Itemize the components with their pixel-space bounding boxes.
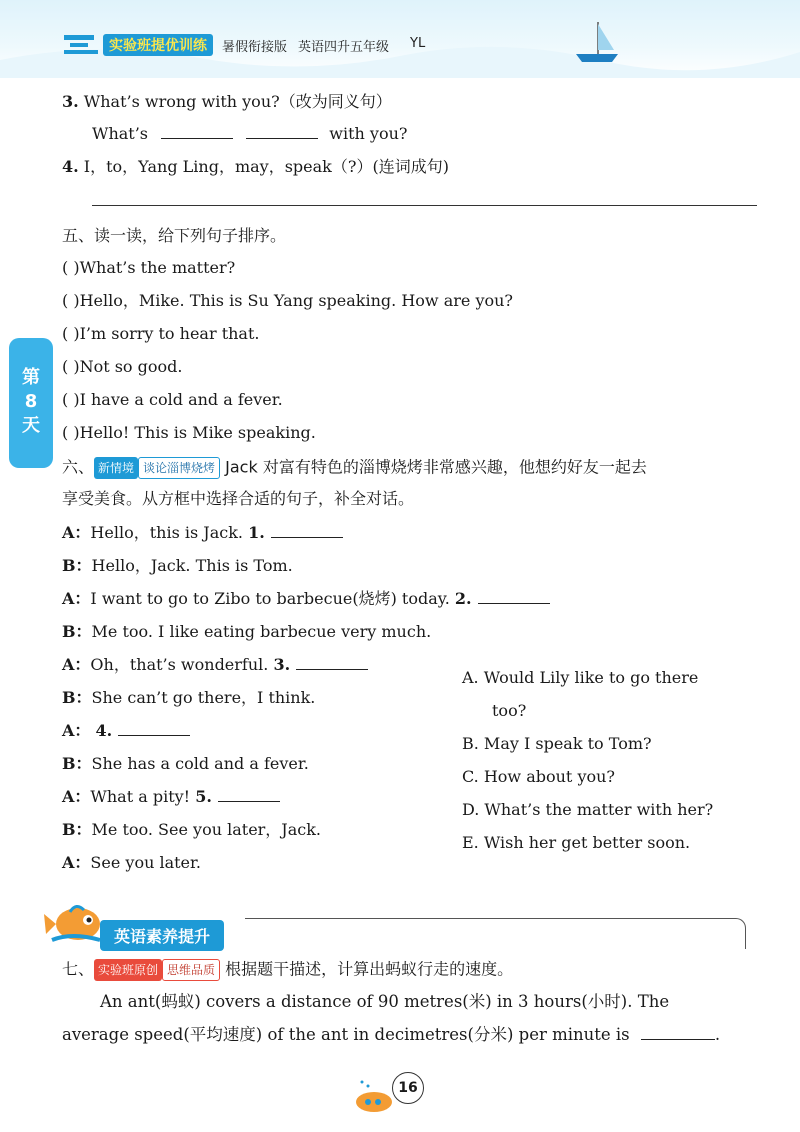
blank-number: 5. xyxy=(195,787,212,806)
speed-answer-blank[interactable] xyxy=(641,1025,715,1040)
q4-text: I，to，Yang Ling，may，speak（?）(连词成句) xyxy=(83,157,449,176)
q3-blank-2[interactable] xyxy=(246,124,318,139)
sort-item[interactable]: ( )Hello! This is Mike speaking. xyxy=(62,423,316,442)
dialogue-text: Hello，this is Jack. xyxy=(90,523,243,542)
fish-mascot-icon xyxy=(42,888,106,952)
side-tab-char-2: 8 xyxy=(24,391,38,412)
answer-blank-3[interactable] xyxy=(296,655,368,670)
answer-blank-2[interactable] xyxy=(478,589,550,604)
blank-number: 2. xyxy=(454,589,472,608)
dialogue-text: Oh，that’s wonderful. xyxy=(90,655,269,674)
blank-number: 3. xyxy=(273,655,291,674)
option-e: E. Wish her get better soon. xyxy=(462,833,691,852)
section-7-period: . xyxy=(714,1025,721,1044)
speaker-label: A： xyxy=(62,655,91,674)
banner-frame-line xyxy=(245,918,746,949)
answer-blank-1[interactable] xyxy=(271,523,343,538)
q4-number: 4. xyxy=(62,157,79,176)
dialogue-line xyxy=(62,721,190,741)
dialogue-line xyxy=(62,820,321,840)
page-number: 16 xyxy=(392,1072,424,1104)
dialogue-text: What a pity! xyxy=(90,787,191,806)
submarine-icon xyxy=(352,1076,398,1116)
section-6-intro-1: Jack 对富有特色的淄博烧烤非常感兴趣，他想约好友一起去 xyxy=(225,457,647,477)
q3-text: What’s wrong with you?（改为同义句） xyxy=(83,92,392,111)
section-7-instruction: 根据题干描述，计算出蚂蚁行走的速度。 xyxy=(225,959,514,979)
dialogue-text: Me too. See you later，Jack. xyxy=(91,820,322,839)
sort-item[interactable]: ( )Hello，Mike. This is Su Yang speaking. How are you? xyxy=(62,291,514,310)
dialogue-line xyxy=(62,754,309,774)
q4-answer-line[interactable] xyxy=(92,205,757,206)
dialogue-text: Hello，Jack. This is Tom. xyxy=(91,556,293,575)
dialogue-line xyxy=(62,622,431,642)
speaker-label: A： xyxy=(62,589,91,608)
speaker-label: B： xyxy=(62,820,92,839)
page-header xyxy=(0,0,800,78)
dialogue-text: Me too. I like eating barbecue very much. xyxy=(91,622,432,641)
dialogue-text: She has a cold and a fever. xyxy=(91,754,309,773)
sort-item[interactable]: ( )What’s the matter? xyxy=(62,258,236,277)
logo-icon xyxy=(64,33,100,55)
question-4 xyxy=(62,157,449,177)
speaker-label: B： xyxy=(62,556,92,575)
boat-icon xyxy=(572,20,622,66)
section-7-line-1: An ant(蚂蚁) covers a distance of 90 metres(米) in 3 hours(小时). The xyxy=(100,992,670,1011)
option-d: D. What’s the matter with her? xyxy=(462,800,714,819)
blank-number: 4. xyxy=(95,721,113,740)
dialogue-line xyxy=(62,787,280,807)
q3-line2-start: What’s xyxy=(92,124,149,143)
speaker-label: B： xyxy=(62,688,92,707)
section-banner: 英语素养提升 xyxy=(100,920,224,951)
edition-label: 暑假衔接版 xyxy=(222,40,288,55)
dialogue-line xyxy=(62,655,368,675)
q3-number: 3. xyxy=(62,92,79,111)
question-3-answer-line xyxy=(92,124,407,144)
q3-blank-1[interactable] xyxy=(161,124,233,139)
original-tag: 实验班原创 xyxy=(94,959,162,981)
thinking-quality-tag: 思维品质 xyxy=(162,959,220,981)
sort-item[interactable]: ( )I have a cold and a fever. xyxy=(62,390,283,409)
side-tab-char-3: 天 xyxy=(22,415,40,436)
dialogue-text: I want to go to Zibo to barbecue(烧烤) today. xyxy=(90,589,450,608)
section-7-title xyxy=(62,959,513,981)
q3-line2-end: with you? xyxy=(329,124,408,143)
side-tab-char-1: 第 xyxy=(22,367,40,388)
section-5-title: 五、读一读，给下列句子排序。 xyxy=(62,226,287,245)
dialogue-line xyxy=(62,556,293,576)
dialogue-line xyxy=(62,688,315,708)
option-b: B. May I speak to Tom? xyxy=(462,734,652,753)
blank-number: 1. xyxy=(248,523,265,542)
speaker-label: B： xyxy=(62,754,92,773)
dialogue-line xyxy=(62,853,201,873)
answer-blank-4[interactable] xyxy=(118,721,190,736)
speaker-label: A： xyxy=(62,853,91,872)
dialogue-text: She can’t go there，I think. xyxy=(91,688,316,707)
speaker-label: A： xyxy=(62,721,91,740)
question-3 xyxy=(62,92,392,112)
dialogue-text: See you later. xyxy=(90,853,201,872)
option-a-continued: too? xyxy=(492,701,527,720)
option-a: A. Would Lily like to go there xyxy=(462,668,699,687)
topic-tag: 谈论淄博烧烤 xyxy=(138,457,220,479)
speaker-label: B： xyxy=(62,622,92,641)
section-7-line-2 xyxy=(62,1025,720,1045)
section-6-intro-2: 享受美食。从方框中选择合适的句子，补全对话。 xyxy=(62,489,415,508)
section-7-number: 七、 xyxy=(62,959,95,979)
new-context-tag: 新情境 xyxy=(94,457,138,479)
publisher-label: YL xyxy=(410,36,426,51)
dialogue-line xyxy=(62,589,550,609)
section-6-title xyxy=(62,457,647,479)
speaker-label: A： xyxy=(62,523,91,542)
grade-label: 英语四升五年级 xyxy=(298,40,390,55)
answer-blank-5[interactable] xyxy=(218,787,280,802)
speaker-label: A： xyxy=(62,787,91,806)
dialogue-line xyxy=(62,523,343,543)
section-6-number: 六、 xyxy=(62,457,95,477)
section-7-line-2-text: average speed(平均速度) of the ant in decimetres(分米) per minute is xyxy=(62,1025,630,1044)
sort-item[interactable]: ( )Not so good. xyxy=(62,357,183,376)
brand-title: 实验班提优训练 xyxy=(103,34,213,56)
option-c: C. How about you? xyxy=(462,767,615,786)
sort-item[interactable]: ( )I’m sorry to hear that. xyxy=(62,324,260,343)
day-side-tab xyxy=(9,338,53,468)
